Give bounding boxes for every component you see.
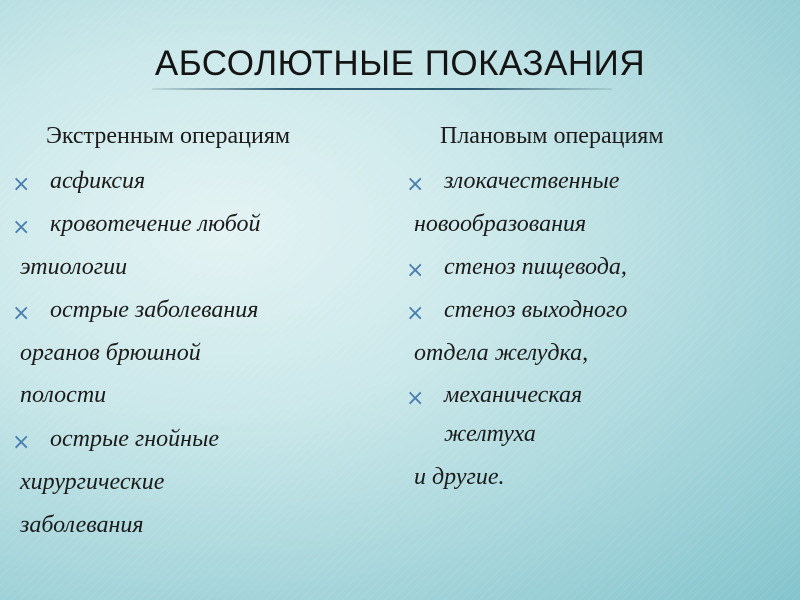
- right-line-5: отдела желудка,: [414, 340, 589, 366]
- left-line-4: острые заболевания: [50, 297, 259, 323]
- left-line-7: острые гнойные: [50, 426, 219, 452]
- bullet-icon: ×: [12, 301, 31, 326]
- right-line-7: желтуха: [444, 421, 536, 447]
- bullet-icon: ×: [12, 430, 31, 455]
- right-line-2: новообразования: [414, 211, 587, 237]
- right-line-1: злокачественные: [444, 168, 620, 194]
- bullet-icon: ×: [406, 258, 425, 283]
- title-underline: [152, 88, 612, 90]
- right-column-heading: Плановым операциям: [440, 123, 664, 149]
- right-line-6: механическая: [444, 382, 583, 408]
- bullet-icon: ×: [406, 386, 425, 411]
- left-line-9: заболевания: [20, 512, 144, 538]
- left-column-heading: Экстренным операциям: [46, 123, 291, 149]
- left-line-8: хирургические: [20, 469, 165, 495]
- left-line-5: органов брюшной: [20, 340, 201, 366]
- left-line-3: этиологии: [20, 254, 128, 280]
- right-line-8: и другие.: [414, 464, 505, 490]
- bullet-icon: ×: [12, 215, 31, 240]
- right-line-4: стеноз выходного: [444, 297, 628, 323]
- bullet-icon: ×: [12, 172, 31, 197]
- bullet-icon: ×: [406, 301, 425, 326]
- left-line-6: полости: [20, 382, 107, 408]
- slide-title: АБСОЛЮТНЫЕ ПОКАЗАНИЯ: [154, 44, 646, 83]
- right-line-3: стеноз пищевода,: [444, 254, 627, 280]
- left-line-1: асфиксия: [50, 168, 146, 194]
- left-line-2: кровотечение любой: [50, 211, 261, 237]
- bullet-icon: ×: [406, 172, 425, 197]
